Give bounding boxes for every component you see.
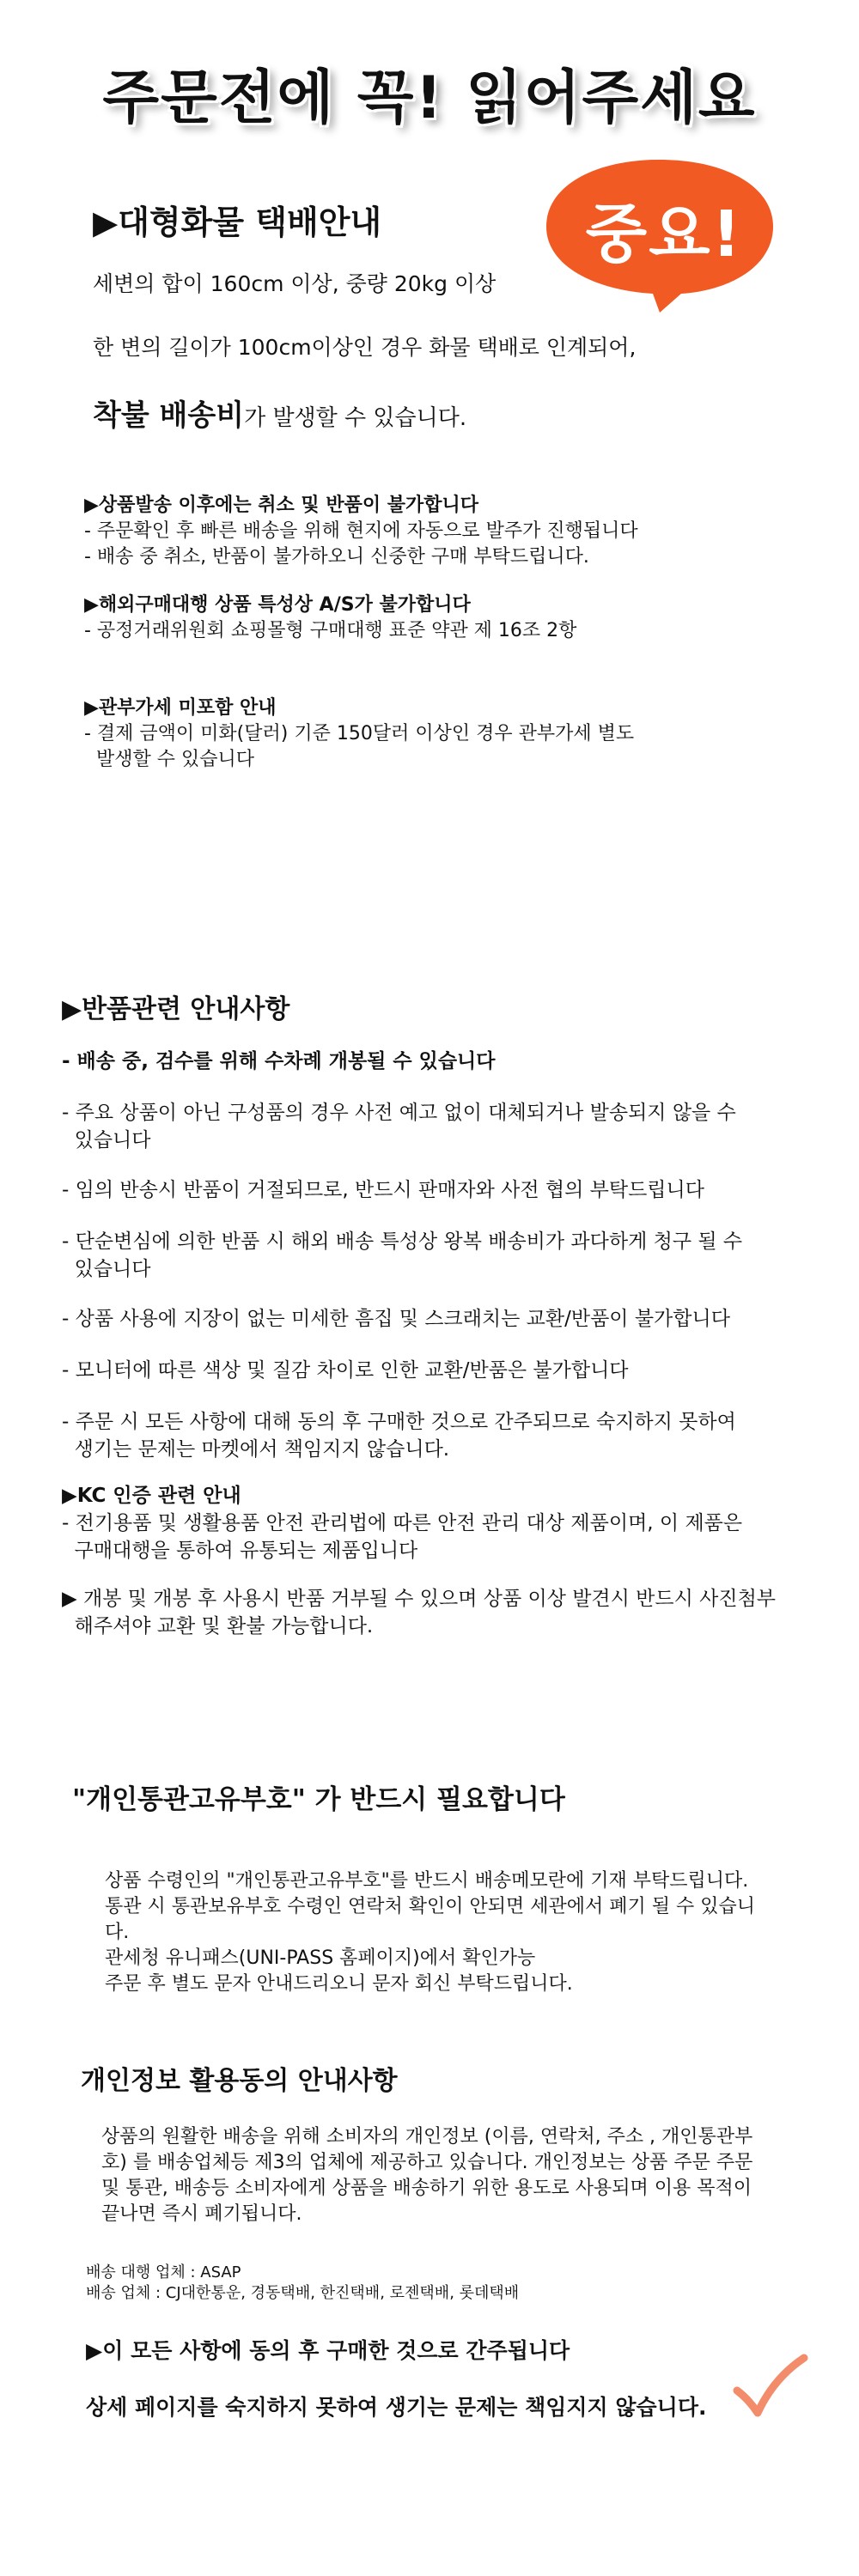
returns-item: - 단순변심에 의한 반품 시 해외 배송 특성상 왕복 배송비가 과다하게 청구 될 수 있습니다 <box>62 1230 743 1280</box>
returns-item: - 주문 시 모든 사항에 대해 동의 후 구매한 것으로 간주되므로 숙지하지 못하여 생기는 문제는 마켓에서 책임지지 않습니다. <box>62 1411 736 1461</box>
large-cargo-line-3-rest: 가 발생할 수 있습니다. <box>244 405 467 431</box>
open-return-notice: ▶ 개봉 및 개봉 후 사용시 반품 거부될 수 있으며 상품 이상 발견시 반드시 사진첨부 해주셔야 교환 및 환불 가능합니다. <box>62 1588 777 1637</box>
large-cargo-line-2: 한 변의 길이가 100cm이상인 경우 화물 택배로 인계되어, <box>93 335 637 360</box>
large-cargo-line-1: 세변의 합이 160cm 이상, 중량 20kg 이상 <box>93 271 497 296</box>
kc-title: ▶KC 인증 관련 안내 <box>62 1485 241 1507</box>
returns-first-item: - 배송 중, 검수를 위해 수차례 개봉될 수 있습니다 <box>62 1050 496 1072</box>
returns-item: - 임의 반송시 반품이 거절되므로, 반드시 판매자와 사전 협의 부탁드립니다 <box>62 1179 704 1201</box>
privacy-body: 상품의 원활한 배송을 위해 소비자의 개인정보 (이름, 연락처, 주소 , 개인통관부 호) 를 배송업체등 제3의 업체에 제공하고 있습니다. 개인정보는 상품 주문 주문 및 통관, 배송등 소비자에게 상품을 배송하기 위한 용도로 사용되며 이용 목적이 끝나면 즉시 폐기됩니다. <box>101 2126 753 2225</box>
kc-notice: ▶KC 인증 관련 안내 - 전기용품 및 생활용품 안전 관리법에 따른 안전 관리 대상 제품이며, 이 제품은 구매대행을 통하여 유통되는 제품입니다 <box>62 1485 743 1562</box>
large-cargo-line-3 <box>93 392 466 434</box>
cod-shipping-emphasis: 착불 배송비 <box>93 398 245 433</box>
important-badge <box>539 153 780 316</box>
notice-line: - 배송 중 취소, 반품이 불가하오니 신중한 구매 부탁드립니다. <box>84 546 589 568</box>
returns-item: - 모니터에 따른 색상 및 질감 차이로 인한 교환/반품은 불가합니다 <box>62 1359 629 1382</box>
customs-heading: "개인통관고유부호" 가 반드시 필요합니다 <box>72 1784 565 1815</box>
notice-block-3 <box>84 696 823 773</box>
notice-line: 발생할 수 있습니다 <box>84 749 254 770</box>
notice-title: ▶해외구매대행 상품 특성상 A/S가 불가합니다 <box>84 594 471 616</box>
agreement-notice: ▶이 모든 사항에 동의 후 구매한 것으로 간주됩니다 <box>86 2338 570 2363</box>
final-disclaimer: 상세 페이지를 숙지하지 못하여 생기는 문제는 책임지지 않습니다. <box>86 2395 707 2420</box>
customs-body: 상품 수령인의 "개인통관고유부호"를 반드시 배송메모란에 기재 부탁드립니다. 통관 시 통관보유부호 수령인 연락처 확인이 안되면 세관에서 폐기 될 수 있습니 다. 관세청 유니패스(UNI-PASS 홈페이지)에서 확인가능 주문 후 별도 문자 안내드리오니 문자 회신 부탁드립니다. <box>105 1870 755 1995</box>
notice-block-1 <box>84 493 823 570</box>
returns-item: - 주요 상품이 아닌 구성품의 경우 사전 예고 없이 대체되거나 발송되지 않을 수 있습니다 <box>62 1102 736 1151</box>
check-mark-icon <box>732 2353 809 2421</box>
notice-line: - 주문확인 후 빠른 배송을 위해 현지에 자동으로 발주가 진행됩니다 <box>84 520 638 542</box>
notice-line: - 결제 금액이 미화(달러) 기준 150달러 이상인 경우 관부가세 별도 <box>84 723 635 744</box>
returns-heading: ▶반품관련 안내사항 <box>62 994 290 1024</box>
page-title: 주문전에 꼭! 읽어주세요 <box>102 64 757 132</box>
important-badge-text: 중요! <box>585 197 743 271</box>
notice-title: ▶상품발송 이후에는 취소 및 반품이 불가합니다 <box>84 495 479 516</box>
privacy-heading: 개인정보 활용동의 안내사항 <box>81 2066 398 2096</box>
notice-line: - 공정거래위원회 쇼핑몰형 구매대행 표준 약관 제 16조 2항 <box>84 620 577 641</box>
notice-block-2 <box>84 592 823 644</box>
large-cargo-heading: ▶대형화물 택배안내 <box>93 204 382 241</box>
delivery-agency: 배송 대행 업체 : ASAP <box>86 2263 241 2281</box>
notice-title: ▶관부가세 미포함 안내 <box>84 697 277 719</box>
returns-item: - 상품 사용에 지장이 없는 미세한 흠집 및 스크래치는 교환/반품이 불가합니다 <box>62 1308 730 1330</box>
delivery-carriers: 배송 업체 : CJ대한통운, 경동택배, 한진택배, 로젠택배, 롯데택배 <box>86 2284 520 2302</box>
